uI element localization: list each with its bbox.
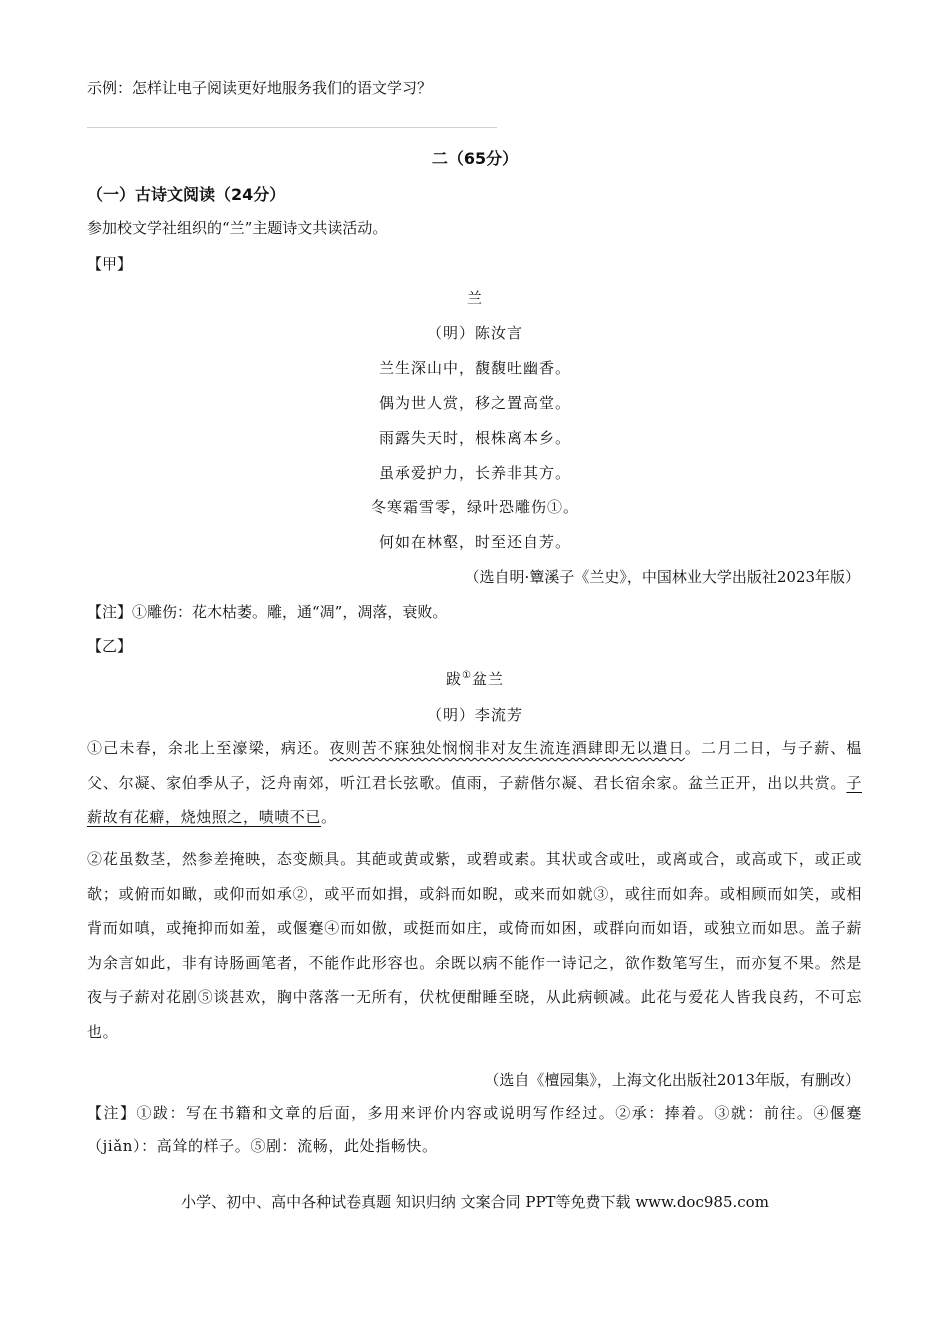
example-text: 示例：怎样让电子阅读更好地服务我们的语文学习？ — [87, 79, 433, 97]
poem-line: 兰生深山中，馥馥吐幽香。 — [378, 359, 571, 377]
essay-paragraph-2: ②花虽数茎，然参差掩映，态变颇具。其葩或黄或紫，或碧或素。其状或含或吐，或离或合，或高或下，或正或欹；或俯而如瞰，或仰而如承②，或平而如揖，或斜而如睨，或来而如就③，或往而如奔。或相顾而如笑，或相背而如嗔，或掩抑而如羞，或偃蹇④而如傲，或挺而如庄，或倚而如困，或群向而如语，或独立而如思。盖子薪为余言如此，非有诗肠画笔者，不能作此形容也。余既以病不能作一诗记之，欲作数笔写生，而亦复不果。然是夜与子薪对花剧⑤谈甚欢，胸中落落一无所有，伏枕便酣睡至晓，从此病顿减。此花与爱花人皆我良药，不可忘也。 — [87, 850, 862, 1041]
poem-line: 虽承爱护力，长养非其方。 — [378, 464, 571, 482]
poem-source: （选自明·簟溪子《兰史》，中国林业大学出版社2023年版） — [464, 568, 860, 586]
wavy-underlined-sentence: 夜则苦不寐独处悯悯非对友生流连酒肆即无以遣日 — [329, 739, 685, 757]
essay-author: （明）李流芳 — [426, 706, 523, 724]
jia-note: 【注】①雕伤：花木枯萎。雕，通“凋”，凋落，衰败。 — [87, 603, 448, 621]
poem-line: 偶为世人赏，移之置高堂。 — [378, 394, 571, 412]
poem-line: 何如在林壑，时至还自芳。 — [378, 533, 571, 551]
yi-label: 【乙】 — [87, 637, 133, 655]
poem-line: 雨露失天时，根株离本乡。 — [378, 429, 571, 447]
footer-text: 小学、初中、高中各种试卷真题 知识归纳 文案合同 PPT等免费下载 www.doc985.com — [181, 1193, 769, 1211]
intro-text: 参加校文学社组织的“兰”主题诗文共读活动。 — [87, 219, 388, 237]
subsection-title: （一）古诗文阅读（24分） — [87, 185, 286, 204]
poem-title: 兰 — [466, 289, 483, 307]
section-title: 二（65分） — [431, 149, 519, 168]
essay-title: 跋①盆兰 — [446, 670, 504, 688]
poem-line: 冬寒霜雪零，绿叶恐雕伤①。 — [370, 498, 579, 516]
essay-source: （选自《檀园集》，上海文化出版社2013年版，有删改） — [484, 1071, 860, 1089]
yi-note: 【注】①跋：写在书籍和文章的后面，多用来评价内容或说明写作经过。②承：捧着。③就：前往。④偃蹇（jiǎn）：高耸的样子。⑤剧：流畅，此处指畅快。 — [87, 1104, 862, 1155]
poem-author: （明）陈汝言 — [426, 324, 523, 342]
underlined-sentence: 子薪故有花癖，烧烛照之，啧啧不已 — [87, 773, 862, 826]
essay-paragraph-1: ①己未春，余北上至濠梁，病还。夜则苦不寐独处悯悯非对友生流连酒肆即无以遣日。二月二日，与子薪、榅父、尔凝、家伯季从子，泛舟南郊，听江君长弦歌。值雨，子薪偕尔凝、君长宿余家。盆兰正开，出以共赏。子薪故有花癖，烧烛照之，啧啧不已。 — [87, 739, 862, 826]
jia-label: 【甲】 — [87, 255, 133, 273]
answer-line — [87, 127, 497, 128]
